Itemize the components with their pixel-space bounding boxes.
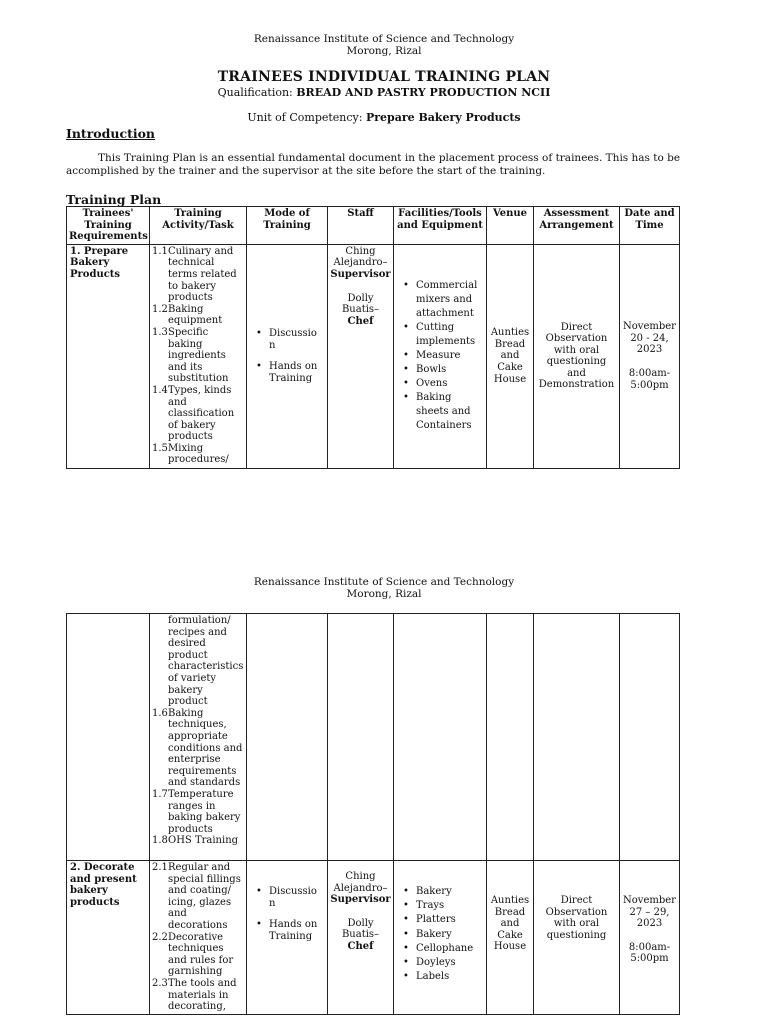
- activity-cell: [150, 861, 247, 1015]
- list-item: 1.7 Temperature ranges in baking bakery products: [152, 788, 241, 835]
- empty-cell: [487, 614, 534, 861]
- staff-name: Ching Alejandro–: [333, 871, 388, 894]
- list-item: • Doyleys: [416, 956, 484, 970]
- intro-heading: Introduction: [66, 126, 156, 141]
- list-item: • Discussio n: [269, 886, 325, 909]
- document-title: TRAINEES INDIVIDUAL TRAINING PLAN: [217, 69, 551, 85]
- list-item: • Cellophane: [416, 942, 484, 956]
- requirement-cell: 1. Prepare Bakery Products: [67, 244, 150, 468]
- school-name: Renaissance Institute of Science and Technology: [253, 33, 515, 45]
- list-item: • Bakery: [416, 885, 484, 899]
- list-item: • Discussio n: [269, 328, 325, 351]
- list-item: • Hands on Training: [269, 919, 325, 942]
- list-item: 2.3 The tools and materials in decorating,: [152, 977, 237, 1013]
- list-item: • Measure: [416, 349, 484, 363]
- table-row: [67, 861, 680, 1015]
- list-item: • Bowls: [416, 363, 484, 377]
- date-cell: [620, 244, 680, 468]
- activity-list: [152, 862, 244, 1013]
- training-plan-table: [66, 206, 680, 469]
- venue-cell: Aunties Bread and Cake House: [487, 861, 534, 1015]
- table-row: [67, 614, 680, 861]
- empty-cell: [394, 614, 487, 861]
- facilities-list: [396, 885, 484, 984]
- staff-name: Dolly Buatis–: [341, 292, 380, 316]
- date-range: November 20 - 24, 2023: [623, 321, 676, 356]
- activity-list: [152, 708, 244, 847]
- staff-role: Chef: [347, 940, 374, 952]
- list-item: 1.1 Culinary and technical terms related to bakery products: [152, 245, 237, 304]
- activity-list: [152, 246, 244, 466]
- list-item: • Ovens: [416, 377, 484, 391]
- list-item: 2.2 Decorative techniques and rules for garnishing: [152, 931, 234, 978]
- list-item: • Hands on Training: [269, 361, 325, 384]
- header-mode: Mode of Training: [247, 207, 328, 245]
- mode-list: [249, 328, 325, 384]
- assessment-cell: Direct Observation with oral questioning and Demonstration: [534, 244, 620, 468]
- empty-cell: [247, 614, 328, 861]
- list-item: • Trays: [416, 899, 484, 913]
- activity-continuation: formulation/ recipes and desired product characteristics of variety bakery product: [168, 615, 244, 708]
- facilities-list: [396, 279, 484, 433]
- header-activity: Training Activity/Task: [150, 207, 247, 245]
- staff-cell: [328, 861, 394, 1015]
- list-item: 2.1 Regular and special fillings and coating/ icing, glazes and decorations: [152, 862, 241, 931]
- unit-line: [0, 111, 768, 124]
- staff-cell: [328, 244, 394, 468]
- list-item: • Labels: [416, 970, 484, 984]
- facilities-cell: [394, 244, 487, 468]
- list-item: • Commercial mixers and attachment: [416, 279, 484, 321]
- list-item: • Baking sheets and Containers: [416, 391, 484, 433]
- header-facilities: Facilities/Tools and Equipment: [394, 207, 487, 245]
- training-plan-table-continued: [66, 613, 680, 1015]
- header-venue: Venue: [487, 207, 534, 245]
- activity-cell: [150, 244, 247, 468]
- header-assessment: Assessment Arrangement: [534, 207, 620, 245]
- school-name: Renaissance Institute of Science and Technology: [253, 576, 515, 588]
- requirement-cell: 2. Decorate and present bakery products: [67, 861, 150, 1015]
- activity-cell: [150, 614, 247, 861]
- qualification-value: BREAD AND PASTRY PRODUCTION NCII: [296, 86, 551, 99]
- mode-list: [249, 886, 325, 942]
- mode-cell: [247, 244, 328, 468]
- staff-role: Supervisor: [330, 268, 391, 280]
- date-range: November 27 – 29, 2023: [623, 895, 676, 930]
- venue-cell: Aunties Bread and Cake House: [487, 244, 534, 468]
- empty-cell: [67, 614, 150, 861]
- list-item: 1.4 Types, kinds and classification of bakery products: [152, 384, 235, 443]
- empty-cell: [328, 614, 394, 861]
- table-row: [67, 244, 680, 468]
- list-item: • Bakery: [416, 928, 484, 942]
- list-item: • Cutting implements: [416, 321, 484, 349]
- qualification-label: Qualification:: [217, 86, 293, 99]
- header-staff: Staff: [328, 207, 394, 245]
- list-item: 1.2 Baking equipment: [152, 303, 223, 327]
- list-item: 1.8 OHS Training: [152, 835, 239, 847]
- school-location: Morong, Rizal: [346, 45, 422, 57]
- intro-line-2: accomplished by the trainer and the supervisor at the site before the start of the training.: [66, 165, 546, 177]
- staff-name: Dolly Buatis–: [341, 917, 380, 941]
- school-location: Morong, Rizal: [346, 588, 422, 600]
- time-range: 8:00am-5:00pm: [628, 941, 671, 965]
- assessment-cell: Direct Observation with oral questioning: [534, 861, 620, 1015]
- unit-value: Prepare Bakery Products: [365, 111, 521, 124]
- list-item: 1.6 Baking techniques, appropriate conditions and enterprise requirements and standards: [152, 707, 243, 789]
- empty-cell: [620, 614, 680, 861]
- time-range: 8:00am-5:00pm: [628, 368, 671, 391]
- list-item: 1.3 Specific baking ingredients and its substitution: [152, 326, 229, 385]
- staff-name: Ching Alejandro–: [333, 245, 388, 269]
- facilities-cell: [394, 861, 487, 1015]
- unit-label: Unit of Competency:: [247, 111, 363, 124]
- header-date: Date and Time: [620, 207, 680, 245]
- header-requirements: Trainees' Training Requirements: [67, 207, 150, 245]
- list-item: 1.5 Mixing procedures/: [152, 442, 229, 466]
- intro-line-1: This Training Plan is an essential fundamental document in the placement process of trainees. This has to be: [98, 152, 681, 164]
- empty-cell: [534, 614, 620, 861]
- date-cell: [620, 861, 680, 1015]
- plan-heading: Training Plan: [66, 192, 162, 207]
- mode-cell: [247, 861, 328, 1015]
- qualification-line: [0, 86, 768, 99]
- table-header-row: [67, 207, 680, 245]
- list-item: • Platters: [416, 913, 484, 927]
- staff-role: Chef: [347, 315, 374, 327]
- staff-role: Supervisor: [330, 894, 391, 906]
